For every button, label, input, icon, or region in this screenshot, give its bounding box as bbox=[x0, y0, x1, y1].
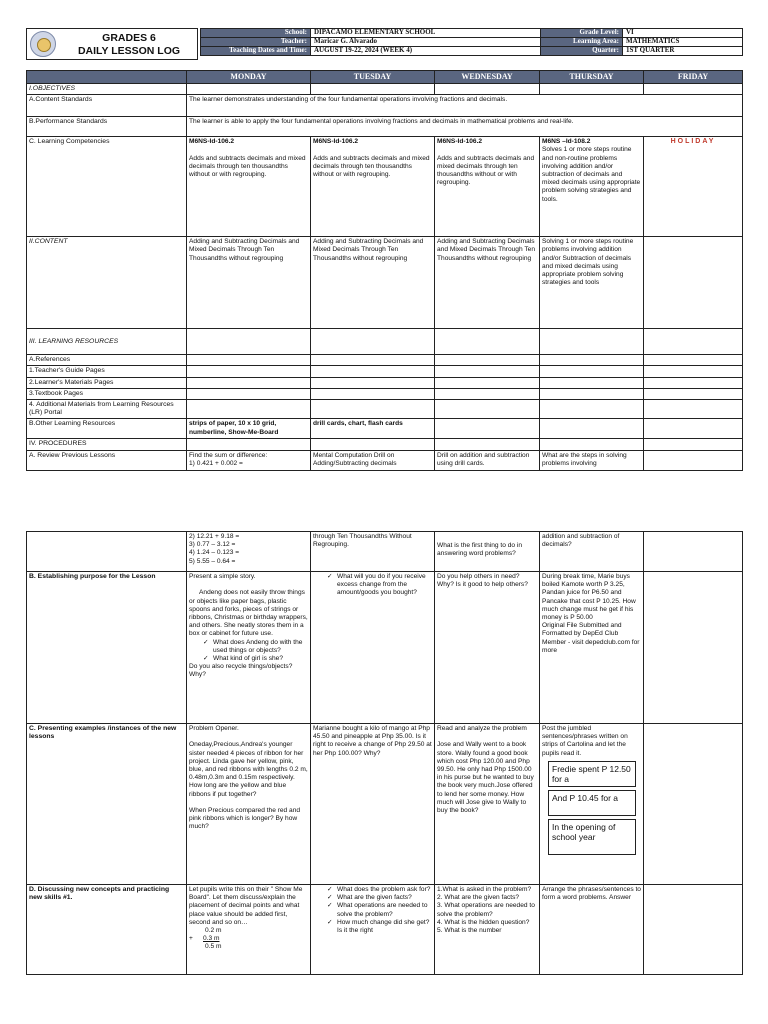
other-resources-tuesday: drill cards, chart, flash cards bbox=[311, 419, 435, 439]
other-resources-label: B.Other Learning Resources bbox=[27, 419, 187, 439]
teacher-label: Teacher: bbox=[201, 38, 311, 47]
sentence-strip-1: Fredie spent P 12.50 for a bbox=[548, 761, 636, 787]
sentence-strip-2: And P 10.45 for a bbox=[548, 790, 636, 816]
references-label: A.References bbox=[27, 355, 187, 366]
tg-pages-label: 1.Teacher's Guide Pages bbox=[27, 366, 187, 377]
competency-monday: M6NS-Id-106.2 Adds and subtracts decimals and mixed decimals through ten thousandths without or with regrouping. bbox=[187, 137, 311, 237]
document-title: GRADES 6 DAILY LESSON LOG bbox=[77, 32, 181, 57]
day-thursday: THURSDAY bbox=[540, 71, 644, 84]
content-standards-label: A.Content Standards bbox=[27, 95, 187, 117]
quarter-value: 1ST QUARTER bbox=[623, 47, 743, 56]
school-label: School: bbox=[201, 29, 311, 38]
content-tuesday: Adding and Subtracting Decimals and Mixed Decimals Through Ten Thousandths without regrouping bbox=[311, 237, 435, 329]
additional-materials-label: 4. Additional Materials from Learning Resources (LR) Portal bbox=[27, 400, 187, 419]
header-info-table bbox=[200, 28, 742, 56]
presenting-label: C. Presenting examples /instances of the new lessons bbox=[27, 724, 187, 885]
sentence-strip-3: In the opening of school year bbox=[548, 819, 636, 855]
day-wednesday: WEDNESDAY bbox=[435, 71, 540, 84]
competency-tuesday: M6NS-Id-106.2 Adds and subtracts decimals and mixed decimals through ten thousandths without or with regrouping. bbox=[311, 137, 435, 237]
presenting-thursday: Post the jumbled sentences/phrases written on strips of Cartolina and let the pupils read it. Fredie spent P 12.50 for a And P 10.45 for a In the opening of school year bbox=[540, 724, 644, 885]
review-thursday: What are the steps in solving problems involving bbox=[540, 450, 644, 470]
other-resources-monday: strips of paper, 10 x 10 grid, numberline, Show-Me-Board bbox=[187, 419, 311, 439]
header bbox=[26, 28, 742, 61]
competency-wednesday: M6NS-Id-106.2 Adds and subtracts decimals and mixed decimals through ten thousandths without or with regrouping. bbox=[435, 137, 540, 237]
lesson-log-table-page1 bbox=[26, 70, 742, 471]
review-monday: Find the sum or difference: 1) 0.421 + 0.002 = bbox=[187, 450, 311, 470]
dates-label: Teaching Dates and Time: bbox=[201, 47, 311, 56]
teacher-value: Maricar G. Alvarado bbox=[311, 38, 541, 47]
content-standards-text: The learner demonstrates understanding of the four fundamental operations involving fractions and decimals. bbox=[187, 95, 743, 117]
area-label: Learning Area: bbox=[541, 38, 623, 47]
presenting-monday: Problem Opener. Oneday,Precious,Andrea's younger sister needed 4 pieces of ribbon for her project. Linda gave her yellow, pink, blue, and red ribbons with lengths 0.2 m, 0.48m,0.3m and 0.15m respectively. How long are the yellow and blue ribbons if put together? When Precious compared the red and pink ribbons which is longer? By how much? bbox=[187, 724, 311, 885]
purpose-tuesday: ✓ What will you do if you receive excess change from the amount/goods you bought? bbox=[311, 572, 435, 724]
content-monday: Adding and Subtracting Decimals and Mixed Decimals Through Ten Thousandths without regrouping bbox=[187, 237, 311, 329]
performance-standards-text: The learner is able to apply the four fundamental operations involving fractions and decimals in mathematical problems and real-life. bbox=[187, 117, 743, 137]
school-value: DIPACAMO ELEMENTARY SCHOOL bbox=[311, 29, 541, 38]
lm-pages-label: 2.Learner's Materials Pages bbox=[27, 377, 187, 388]
quarter-label: Quarter: bbox=[541, 47, 623, 56]
holiday-label: HOLIDAY bbox=[644, 137, 743, 237]
review-wednesday-cont: What is the first thing to do in answering word problems? bbox=[435, 532, 540, 572]
header-title-box bbox=[26, 28, 198, 60]
competency-thursday: M6NS –Id-108.2 Solves 1 or more steps routine and non-routine problems involving addition and/or subtraction of decimals and mixed decimals using appropriate problem solving strategies and tools. bbox=[540, 137, 644, 237]
discussing-wednesday: 1.What is asked in the problem? 2. What are the given facts? 3. What operations are needed to solve the problem? 4. What is the hidden question? 5. What is the number bbox=[435, 885, 540, 975]
dates-value: AUGUST 19-22, 2024 (WEEK 4) bbox=[311, 47, 541, 56]
review-tuesday: Mental Computation Drill on Adding/Subtracting decimals bbox=[311, 450, 435, 470]
day-tuesday: TUESDAY bbox=[311, 71, 435, 84]
content-wednesday: Adding and Subtracting Decimals and Mixed Decimals Through Ten Thousandths without regrouping bbox=[435, 237, 540, 329]
review-tuesday-cont: through Ten Thousandths Without Regrouping. bbox=[311, 532, 435, 572]
discussing-thursday: Arrange the phrases/sentences to form a word problems. Answer bbox=[540, 885, 644, 975]
area-value: MATHEMATICS bbox=[623, 38, 743, 47]
review-thursday-cont: addition and subtraction of decimals? bbox=[540, 532, 644, 572]
day-friday: FRIDAY bbox=[644, 71, 743, 84]
purpose-monday: Present a simple story. Andeng does not easily throw things or objects like paper bags, plastic spoons and forks, pieces of strings or ribbons, Christmas or birthday wrappers, and others. She neatly stores them in a box or cabinet for future use. ✓ What does Andeng do with the used things or objects? ✓ What kind of girl is she? Do you also recycle things/objects? Why? bbox=[187, 572, 311, 724]
resources-label: III. LEARNING RESOURCES bbox=[27, 329, 187, 355]
procedures-label: IV. PROCEDURES bbox=[27, 439, 187, 450]
presenting-tuesday: Marianne bought a kilo of mango at Php 45.50 and pineapple at Php 35.00. Is it right to receive a change of Php 29.50 at her Php 100.00? Why? bbox=[311, 724, 435, 885]
content-label: II.CONTENT bbox=[27, 237, 187, 329]
review-wednesday: Drill on addition and subtraction using drill cards. bbox=[435, 450, 540, 470]
lesson-log-table-page2 bbox=[26, 531, 742, 975]
content-thursday: Solving 1 or more steps routine problems involving addition and/or Subtraction of decimals and mixed decimals using appropriate problem solving strategies and tools bbox=[540, 237, 644, 329]
review-monday-items: 2) 12.21 + 9.18 = 3) 0.77 – 3.12 = 4) 1.24 – 0.123 = 5) 5.55 – 0.64 = bbox=[187, 532, 311, 572]
textbook-pages-label: 3.Textbook Pages bbox=[27, 388, 187, 399]
day-monday: MONDAY bbox=[187, 71, 311, 84]
presenting-wednesday: Read and analyze the problem Jose and Wally went to a book store. Wally found a good book which cost Php 120.00 and Php 99.50. He only had Php 1500.00 in his purse but he wanted to buy the book very much.Jose offered to lend her some money. How much will Jose give to Wally to buy the book? bbox=[435, 724, 540, 885]
discussing-monday: Let pupils write this on their " Show Me Board". Let them discuss/explain the placement of decimal points and what place value should be added first, second and so on… 0.2 m + 0.3 m 0.5 m bbox=[187, 885, 311, 975]
grade-value: VI bbox=[623, 29, 743, 38]
purpose-thursday: During break time, Marie buys boiled Kamote worth P 3.25, Pandan juice for P6.50 and Pancake that cost P 10.25. How much change must he get if his money is P 50.00 Original File Submitted and Formatted by DepEd Club Member - visit depedclub.com for more bbox=[540, 572, 644, 724]
discussing-label: D. Discussing new concepts and practicing new skills #1. bbox=[27, 885, 187, 975]
competencies-label: C. Learning Competencies bbox=[27, 137, 187, 237]
grade-label: Grade Level: bbox=[541, 29, 623, 38]
discussing-tuesday: ✓ What does the problem ask for? ✓ What are the given facts? ✓ What operations are needed to solve the problem? ✓ How much change did she get? Is it the right bbox=[311, 885, 435, 975]
objectives-label: I.OBJECTIVES bbox=[27, 84, 187, 95]
purpose-label: B. Establishing purpose for the Lesson bbox=[27, 572, 187, 724]
deped-seal-icon bbox=[30, 31, 56, 57]
performance-standards-label: B.Performance Standards bbox=[27, 117, 187, 137]
purpose-wednesday: Do you help others in need? Why? Is it good to help others? bbox=[435, 572, 540, 724]
day-header-row bbox=[27, 71, 743, 84]
review-label: A. Review Previous Lessons bbox=[27, 450, 187, 470]
